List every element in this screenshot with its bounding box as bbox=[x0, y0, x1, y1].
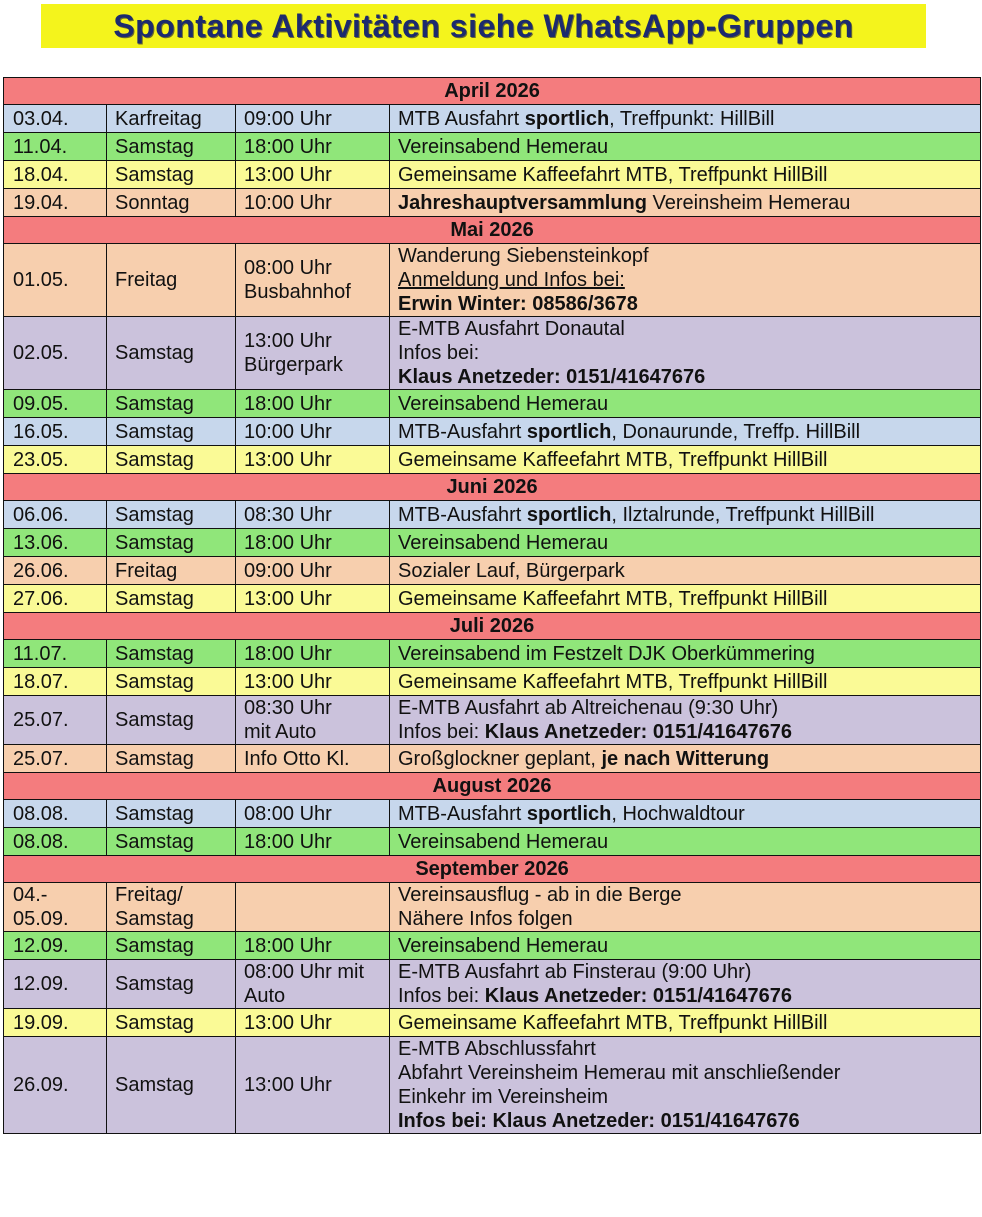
event-time-line: 09:00 Uhr bbox=[244, 107, 332, 130]
month-header-row bbox=[4, 856, 981, 883]
event-time bbox=[236, 529, 390, 557]
event-time-line: 10:00 Uhr bbox=[244, 420, 332, 443]
event-day-line: Freitag/ bbox=[115, 884, 183, 906]
event-day-line: Samstag bbox=[115, 670, 194, 693]
event-description bbox=[390, 696, 981, 745]
description-line bbox=[398, 135, 972, 159]
description-line bbox=[398, 317, 972, 341]
event-time-line: 10:00 Uhr bbox=[244, 191, 332, 214]
event-time bbox=[236, 418, 390, 446]
event-row bbox=[4, 668, 981, 696]
description-text: Gemeinsame Kaffeefahrt MTB, Treffpunkt HillBill bbox=[398, 1011, 828, 1034]
event-description bbox=[390, 161, 981, 189]
event-day-line: Samstag bbox=[115, 342, 194, 364]
event-row bbox=[4, 529, 981, 557]
event-day bbox=[107, 189, 236, 217]
description-text: Wanderung Siebensteinkopf bbox=[398, 245, 649, 267]
event-time bbox=[236, 557, 390, 585]
description-text: Klaus Anetzeder: 0151/41647676 bbox=[484, 721, 792, 743]
event-time-line: 08:00 Uhr mit bbox=[244, 961, 365, 983]
description-text: Gemeinsame Kaffeefahrt MTB, Treffpunkt HillBill bbox=[398, 587, 828, 610]
event-time-line: 18:00 Uhr bbox=[244, 392, 332, 415]
description-text: E-MTB Ausfahrt ab Finsterau (9:00 Uhr) bbox=[398, 961, 752, 983]
description-line bbox=[398, 642, 972, 666]
description-line bbox=[398, 531, 972, 555]
event-time bbox=[236, 800, 390, 828]
event-day-line: Samstag bbox=[115, 642, 194, 665]
event-day bbox=[107, 390, 236, 418]
event-day bbox=[107, 161, 236, 189]
event-description bbox=[390, 317, 981, 390]
event-description bbox=[390, 932, 981, 960]
event-row bbox=[4, 640, 981, 668]
event-time bbox=[236, 390, 390, 418]
event-date bbox=[4, 418, 107, 446]
event-day-line: Freitag bbox=[115, 269, 178, 291]
event-time-line: 18:00 Uhr bbox=[244, 642, 332, 665]
event-day-line: Samstag bbox=[115, 163, 194, 186]
event-description bbox=[390, 133, 981, 161]
description-line bbox=[398, 420, 972, 444]
event-time-line: 18:00 Uhr bbox=[244, 830, 332, 853]
event-time-line: 13:00 Uhr bbox=[244, 587, 332, 610]
event-time-line: 13:00 Uhr bbox=[244, 330, 332, 352]
description-text: MTB-Ausfahrt bbox=[398, 802, 527, 825]
event-date-line: 09.05. bbox=[13, 392, 69, 415]
description-text: sportlich bbox=[524, 107, 610, 130]
event-row bbox=[4, 745, 981, 773]
event-date-line: 26.06. bbox=[13, 559, 69, 582]
event-date bbox=[4, 529, 107, 557]
description-line bbox=[398, 559, 972, 583]
description-text: E-MTB Ausfahrt Donautal bbox=[398, 318, 625, 340]
description-line bbox=[398, 830, 972, 854]
event-time bbox=[236, 745, 390, 773]
event-day bbox=[107, 529, 236, 557]
description-line bbox=[398, 191, 972, 215]
event-date bbox=[4, 133, 107, 161]
event-description bbox=[390, 960, 981, 1009]
event-date bbox=[4, 696, 107, 745]
event-row bbox=[4, 883, 981, 932]
event-row bbox=[4, 800, 981, 828]
event-date-line: 23.05. bbox=[13, 448, 69, 471]
event-time bbox=[236, 932, 390, 960]
event-day-line: Samstag bbox=[115, 420, 194, 443]
description-text: Gemeinsame Kaffeefahrt MTB, Treffpunkt HillBill bbox=[398, 448, 828, 471]
description-text: Jahreshauptversammlung bbox=[398, 191, 647, 214]
event-time bbox=[236, 133, 390, 161]
description-text: Erwin Winter: 08586/3678 bbox=[398, 293, 638, 315]
event-description bbox=[390, 105, 981, 133]
description-text: Vereinsabend Hemerau bbox=[398, 934, 609, 957]
event-day-line: Samstag bbox=[115, 1011, 194, 1034]
event-date-line: 26.09. bbox=[13, 1074, 69, 1096]
event-date bbox=[4, 317, 107, 390]
description-text: Nähere Infos folgen bbox=[398, 908, 573, 930]
description-line bbox=[398, 802, 972, 826]
event-date-line: 02.05. bbox=[13, 342, 69, 364]
event-day-line: Samstag bbox=[115, 448, 194, 471]
event-day bbox=[107, 640, 236, 668]
month-header-row bbox=[4, 474, 981, 501]
event-date bbox=[4, 1037, 107, 1134]
event-day-line: Samstag bbox=[115, 709, 194, 731]
event-day bbox=[107, 317, 236, 390]
event-time bbox=[236, 828, 390, 856]
event-time bbox=[236, 161, 390, 189]
event-time bbox=[236, 105, 390, 133]
event-day bbox=[107, 418, 236, 446]
event-date-line: 01.05. bbox=[13, 269, 69, 291]
event-description bbox=[390, 585, 981, 613]
description-line bbox=[398, 107, 972, 131]
event-time bbox=[236, 189, 390, 217]
description-text: , Donaurunde, Treffp. HillBill bbox=[611, 420, 861, 443]
event-time-line: 18:00 Uhr bbox=[244, 531, 332, 554]
event-description bbox=[390, 1037, 981, 1134]
event-time-line: Bürgerpark bbox=[244, 354, 343, 376]
event-day bbox=[107, 244, 236, 317]
event-date bbox=[4, 161, 107, 189]
month-header-row bbox=[4, 78, 981, 105]
event-time-line: 09:00 Uhr bbox=[244, 559, 332, 582]
description-text: Gemeinsame Kaffeefahrt MTB, Treffpunkt HillBill bbox=[398, 670, 828, 693]
description-text: Gemeinsame Kaffeefahrt MTB, Treffpunkt HillBill bbox=[398, 163, 828, 186]
event-day-line: Samstag bbox=[115, 1074, 194, 1096]
event-day bbox=[107, 828, 236, 856]
event-day-line: Samstag bbox=[115, 973, 194, 995]
description-line bbox=[398, 1011, 972, 1035]
event-day-line: Samstag bbox=[115, 587, 194, 610]
event-day bbox=[107, 883, 236, 932]
event-time bbox=[236, 244, 390, 317]
event-time bbox=[236, 1037, 390, 1134]
event-date-line: 08.08. bbox=[13, 802, 69, 825]
event-description bbox=[390, 1009, 981, 1037]
event-row bbox=[4, 418, 981, 446]
event-row bbox=[4, 189, 981, 217]
schedule-table bbox=[3, 77, 981, 1134]
event-date-line: 11.07. bbox=[13, 642, 68, 665]
event-row bbox=[4, 390, 981, 418]
banner-area bbox=[0, 0, 982, 74]
event-time-line: 08:30 Uhr bbox=[244, 503, 332, 526]
event-time bbox=[236, 883, 390, 932]
event-row bbox=[4, 133, 981, 161]
event-date-line: 03.04. bbox=[13, 107, 69, 130]
description-text: E-MTB Ausfahrt ab Altreichenau (9:30 Uhr) bbox=[398, 697, 779, 719]
event-time-line: Info Otto Kl. bbox=[244, 747, 350, 770]
event-date bbox=[4, 189, 107, 217]
description-text: , Hochwaldtour bbox=[611, 802, 745, 825]
event-day-line: Samstag bbox=[115, 503, 194, 526]
event-row bbox=[4, 105, 981, 133]
description-text: MTB Ausfahrt bbox=[398, 107, 525, 130]
event-date bbox=[4, 390, 107, 418]
description-line bbox=[398, 934, 972, 958]
event-day-line: Freitag bbox=[115, 559, 178, 582]
event-date-line: 06.06. bbox=[13, 503, 69, 526]
event-row bbox=[4, 1037, 981, 1134]
description-line bbox=[398, 696, 972, 720]
description-text: Vereinsabend im Festzelt DJK Oberkümmering bbox=[398, 642, 815, 665]
event-date bbox=[4, 828, 107, 856]
event-time bbox=[236, 668, 390, 696]
event-time-line: 13:00 Uhr bbox=[244, 1011, 332, 1034]
event-day bbox=[107, 745, 236, 773]
event-date bbox=[4, 745, 107, 773]
description-line bbox=[398, 670, 972, 694]
description-text: Klaus Anetzeder: 0151/41647676 bbox=[484, 985, 792, 1007]
event-date bbox=[4, 883, 107, 932]
event-day-line: Samstag bbox=[115, 392, 194, 415]
description-line bbox=[398, 883, 972, 907]
event-day-line: Samstag bbox=[115, 135, 194, 158]
description-text: Anmeldung und Infos bei: bbox=[398, 269, 625, 291]
description-text: sportlich bbox=[526, 420, 612, 443]
event-day-line: Samstag bbox=[115, 908, 194, 930]
month-header-row bbox=[4, 613, 981, 640]
event-time bbox=[236, 317, 390, 390]
description-text: je nach Witterung bbox=[601, 747, 770, 770]
description-text: E-MTB Abschlussfahrt bbox=[398, 1038, 596, 1060]
event-description bbox=[390, 418, 981, 446]
event-date bbox=[4, 1009, 107, 1037]
event-date-line: 25.07. bbox=[13, 709, 69, 731]
event-date bbox=[4, 105, 107, 133]
description-text: Sozialer Lauf, Bürgerpark bbox=[398, 559, 625, 582]
event-description bbox=[390, 189, 981, 217]
event-time-line: 13:00 Uhr bbox=[244, 163, 332, 186]
event-time bbox=[236, 585, 390, 613]
description-text: Vereinsabend Hemerau bbox=[398, 830, 609, 853]
event-day bbox=[107, 585, 236, 613]
event-description bbox=[390, 828, 981, 856]
description-line bbox=[398, 365, 972, 389]
page-title-banner: Spontane Aktivitäten siehe WhatsApp-Gruppen bbox=[41, 4, 926, 48]
month-header: September 2026 bbox=[4, 856, 981, 883]
event-time bbox=[236, 640, 390, 668]
description-text: Klaus Anetzeder: 0151/41647676 bbox=[398, 366, 706, 388]
description-line bbox=[398, 163, 972, 187]
event-date-line: 11.04. bbox=[13, 135, 68, 158]
month-header-row bbox=[4, 217, 981, 244]
description-line bbox=[398, 747, 972, 771]
event-time-line: 13:00 Uhr bbox=[244, 1074, 332, 1096]
month-header: Juli 2026 bbox=[4, 613, 981, 640]
event-time bbox=[236, 1009, 390, 1037]
event-date-line: 16.05. bbox=[13, 420, 69, 443]
event-day bbox=[107, 446, 236, 474]
event-date bbox=[4, 244, 107, 317]
event-row bbox=[4, 1009, 981, 1037]
event-date-line: 13.06. bbox=[13, 531, 69, 554]
description-text: Vereinsabend Hemerau bbox=[398, 392, 609, 415]
event-time bbox=[236, 501, 390, 529]
month-header: April 2026 bbox=[4, 78, 981, 105]
event-date-line: 19.04. bbox=[13, 191, 69, 214]
description-line bbox=[398, 984, 972, 1008]
event-day bbox=[107, 1037, 236, 1134]
event-description bbox=[390, 390, 981, 418]
event-description bbox=[390, 640, 981, 668]
event-description bbox=[390, 800, 981, 828]
description-line bbox=[398, 292, 972, 316]
event-row bbox=[4, 828, 981, 856]
event-date-line: 05.09. bbox=[13, 908, 69, 930]
event-row bbox=[4, 696, 981, 745]
schedule-body bbox=[4, 78, 981, 1134]
event-day bbox=[107, 105, 236, 133]
event-day bbox=[107, 1009, 236, 1037]
event-description bbox=[390, 244, 981, 317]
event-day-line: Samstag bbox=[115, 934, 194, 957]
event-description bbox=[390, 529, 981, 557]
description-text: Infos bei: bbox=[398, 985, 485, 1007]
event-row bbox=[4, 446, 981, 474]
description-line bbox=[398, 1061, 972, 1085]
description-text: Infos bei: Klaus Anetzeder: 0151/41647676 bbox=[398, 1110, 800, 1132]
description-text: MTB-Ausfahrt bbox=[398, 503, 527, 526]
description-text: Vereinsausflug - ab in die Berge bbox=[398, 884, 682, 906]
event-row bbox=[4, 244, 981, 317]
description-text: , Treffpunkt: HillBill bbox=[609, 107, 775, 130]
description-text: sportlich bbox=[526, 802, 612, 825]
description-text: Infos bei: bbox=[398, 342, 480, 364]
description-line bbox=[398, 341, 972, 365]
event-day-line: Samstag bbox=[115, 747, 194, 770]
event-time-line: 18:00 Uhr bbox=[244, 934, 332, 957]
event-time-line: 08:30 Uhr bbox=[244, 697, 332, 719]
event-date-line: 27.06. bbox=[13, 587, 69, 610]
event-day-line: Samstag bbox=[115, 830, 194, 853]
description-line bbox=[398, 907, 972, 931]
event-day bbox=[107, 557, 236, 585]
description-line bbox=[398, 392, 972, 416]
event-row bbox=[4, 501, 981, 529]
event-time-line: 18:00 Uhr bbox=[244, 135, 332, 158]
description-line bbox=[398, 448, 972, 472]
event-date bbox=[4, 557, 107, 585]
description-line bbox=[398, 587, 972, 611]
description-text: Vereinsabend Hemerau bbox=[398, 135, 609, 158]
event-date bbox=[4, 585, 107, 613]
event-time bbox=[236, 696, 390, 745]
event-date-line: 08.08. bbox=[13, 830, 69, 853]
event-time-line: 13:00 Uhr bbox=[244, 448, 332, 471]
event-date bbox=[4, 640, 107, 668]
event-date bbox=[4, 668, 107, 696]
event-day-line: Samstag bbox=[115, 802, 194, 825]
event-description bbox=[390, 501, 981, 529]
event-time bbox=[236, 446, 390, 474]
event-date-line: 12.09. bbox=[13, 934, 69, 957]
month-header: August 2026 bbox=[4, 773, 981, 800]
event-day bbox=[107, 800, 236, 828]
event-description bbox=[390, 446, 981, 474]
event-day-line: Karfreitag bbox=[115, 107, 202, 130]
description-text: Abfahrt Vereinsheim Hemerau mit anschließender bbox=[398, 1062, 841, 1084]
description-line bbox=[398, 268, 972, 292]
event-time bbox=[236, 960, 390, 1009]
event-day bbox=[107, 133, 236, 161]
event-day bbox=[107, 668, 236, 696]
description-text: Einkehr im Vereinsheim bbox=[398, 1086, 609, 1108]
event-day bbox=[107, 696, 236, 745]
event-row bbox=[4, 932, 981, 960]
event-day-line: Sonntag bbox=[115, 191, 190, 214]
event-date bbox=[4, 800, 107, 828]
event-description bbox=[390, 745, 981, 773]
event-date-line: 04.- bbox=[13, 884, 48, 906]
description-text: sportlich bbox=[526, 503, 612, 526]
event-time-line: mit Auto bbox=[244, 721, 317, 743]
event-row bbox=[4, 317, 981, 390]
event-time-line: Auto bbox=[244, 985, 286, 1007]
event-day bbox=[107, 501, 236, 529]
event-description bbox=[390, 557, 981, 585]
event-date bbox=[4, 446, 107, 474]
event-row bbox=[4, 161, 981, 189]
event-date bbox=[4, 960, 107, 1009]
event-date bbox=[4, 932, 107, 960]
description-text: Vereinsheim Hemerau bbox=[646, 191, 851, 214]
description-line bbox=[398, 720, 972, 744]
event-date-line: 18.07. bbox=[13, 670, 69, 693]
description-text: Vereinsabend Hemerau bbox=[398, 531, 609, 554]
month-header: Mai 2026 bbox=[4, 217, 981, 244]
event-row bbox=[4, 960, 981, 1009]
description-text: Infos bei: bbox=[398, 721, 485, 743]
month-header: Juni 2026 bbox=[4, 474, 981, 501]
event-date-line: 25.07. bbox=[13, 747, 69, 770]
description-line bbox=[398, 960, 972, 984]
event-date-line: 12.09. bbox=[13, 973, 69, 995]
description-line bbox=[398, 1085, 972, 1109]
description-text: MTB-Ausfahrt bbox=[398, 420, 527, 443]
event-row bbox=[4, 557, 981, 585]
description-line bbox=[398, 1037, 972, 1061]
event-time-line: Busbahnhof bbox=[244, 281, 351, 303]
event-day bbox=[107, 960, 236, 1009]
event-date bbox=[4, 501, 107, 529]
event-day-line: Samstag bbox=[115, 531, 194, 554]
event-description bbox=[390, 883, 981, 932]
event-time-line: 08:00 Uhr bbox=[244, 257, 332, 279]
description-text: Großglockner geplant, bbox=[398, 747, 602, 770]
description-line bbox=[398, 503, 972, 527]
event-date-line: 18.04. bbox=[13, 163, 69, 186]
month-header-row bbox=[4, 773, 981, 800]
event-description bbox=[390, 668, 981, 696]
description-line bbox=[398, 244, 972, 268]
event-row bbox=[4, 585, 981, 613]
description-text: , Ilztalrunde, Treffpunkt HillBill bbox=[611, 503, 875, 526]
event-date-line: 19.09. bbox=[13, 1011, 69, 1034]
event-day bbox=[107, 932, 236, 960]
event-time-line: 13:00 Uhr bbox=[244, 670, 332, 693]
event-time-line: 08:00 Uhr bbox=[244, 802, 332, 825]
description-line bbox=[398, 1109, 972, 1133]
